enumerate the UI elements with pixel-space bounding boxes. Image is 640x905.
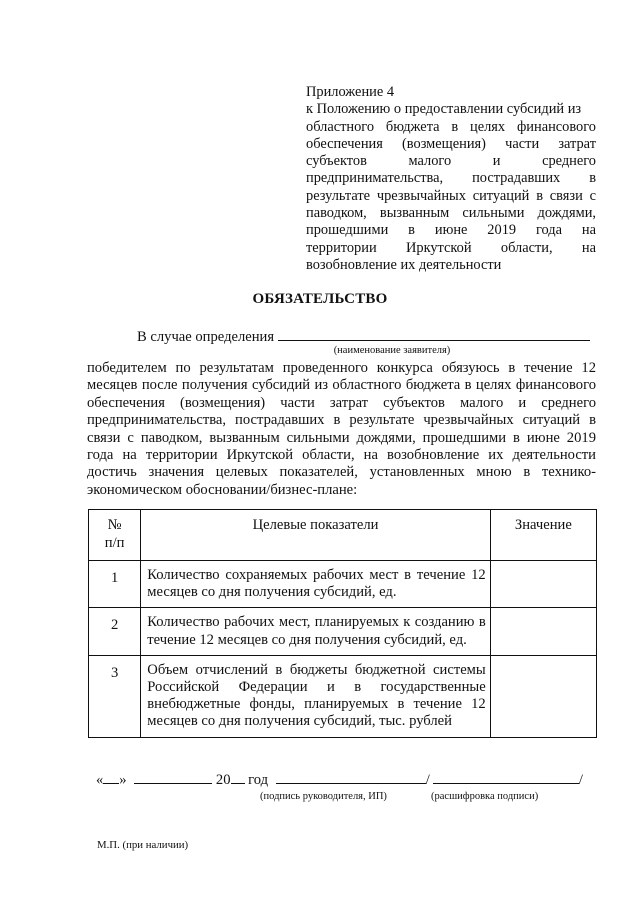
appendix-line: субъектов малого и среднего: [306, 153, 596, 170]
row-value-cell[interactable]: [490, 608, 596, 655]
applicant-name-field[interactable]: [278, 326, 590, 341]
signature-row: [96, 770, 583, 789]
appendix-line: Приложение 4: [306, 84, 395, 100]
appendix-line: территории Иркутской области, на: [306, 239, 596, 256]
appendix-header: [306, 84, 596, 274]
signature-field[interactable]: [276, 770, 426, 784]
header-indicator: Целевые показатели: [141, 510, 490, 561]
signature-decode-caption: (расшифровка подписи): [431, 791, 539, 802]
row-indicator: Объем отчислений в бюджеты бюджетной системы Российской Федерации и в государственные внебюджетные фонды, планируемых в течение 12 месяцев со дня получения субсидий, тыс. рублей: [141, 655, 490, 737]
day-field[interactable]: [103, 770, 119, 784]
intro-row: [137, 326, 590, 346]
row-indicator: Количество сохраняемых рабочих мест в течение 12 месяцев со дня получения субсидий, ед.: [141, 561, 490, 608]
applicant-caption: (наименование заявителя): [333, 345, 451, 356]
table-header-row: [89, 510, 597, 561]
table-row: [89, 561, 597, 608]
appendix-line: обеспечения (возмещения) части затрат: [306, 135, 596, 152]
slash: /: [578, 772, 583, 788]
year-word: год: [248, 772, 269, 788]
year-prefix: 20: [215, 772, 231, 788]
open-quote: «: [96, 772, 104, 788]
appendix-line: прошедшими в июне 2019 года на: [306, 222, 596, 239]
row-num: 1: [89, 561, 141, 608]
header-num-line1: №: [107, 517, 122, 533]
month-field[interactable]: [134, 770, 212, 784]
header-value: Значение: [490, 510, 596, 561]
appendix-line: областного бюджета в целях финансового: [306, 118, 596, 135]
year-field[interactable]: [231, 770, 245, 784]
intro-prefix: В случае определения: [137, 329, 275, 345]
document-title: ОБЯЗАТЕЛЬСТВО: [252, 291, 388, 307]
row-indicator: Количество рабочих мест, планируемых к созданию в течение 12 месяцев со дня получения субсидий, ед.: [141, 608, 490, 655]
appendix-line: к Положению о предоставлении субсидий из: [306, 101, 582, 118]
table-row: [89, 608, 597, 655]
header-num: [89, 510, 141, 561]
table-row: [89, 655, 597, 737]
targets-table: [88, 509, 597, 738]
row-value-cell[interactable]: [490, 655, 596, 737]
row-num: 2: [89, 608, 141, 655]
close-quote: »: [119, 772, 127, 788]
appendix-line: результате чрезвычайных ситуаций в связи с: [306, 187, 596, 204]
stamp-note: М.П. (при наличии): [97, 839, 189, 851]
header-num-line2: п/п: [104, 535, 125, 551]
signature-decode-field[interactable]: [433, 770, 579, 784]
appendix-line: возобновление их деятельности: [306, 256, 502, 273]
appendix-line: паводком, вызванным сильными дождями,: [306, 205, 596, 222]
row-value-cell[interactable]: [490, 561, 596, 608]
slash: /: [425, 772, 430, 788]
appendix-line: предпринимательства, пострадавших в: [306, 170, 596, 187]
signature-caption: (подпись руководителя, ИП): [260, 791, 387, 802]
row-num: 3: [89, 655, 141, 737]
obligation-text: победителем по результатам проведенного конкурса обязуюсь в течение 12 месяцев после получения субсидий из областного бюджета в целях финансового обеспечения (возмещения) части затрат субъектов малого и среднего предпринимательства, пострадавших в результате чрезвычайных ситуаций в связи с паводком, вызванным сильными дождями, прошедшими в июне 2019 года на территории Иркутской области, на возобновление их деятельности достичь значения целевых показателей, установленных мною в технико-экономическом обосновании/бизнес-плане:: [87, 360, 596, 498]
